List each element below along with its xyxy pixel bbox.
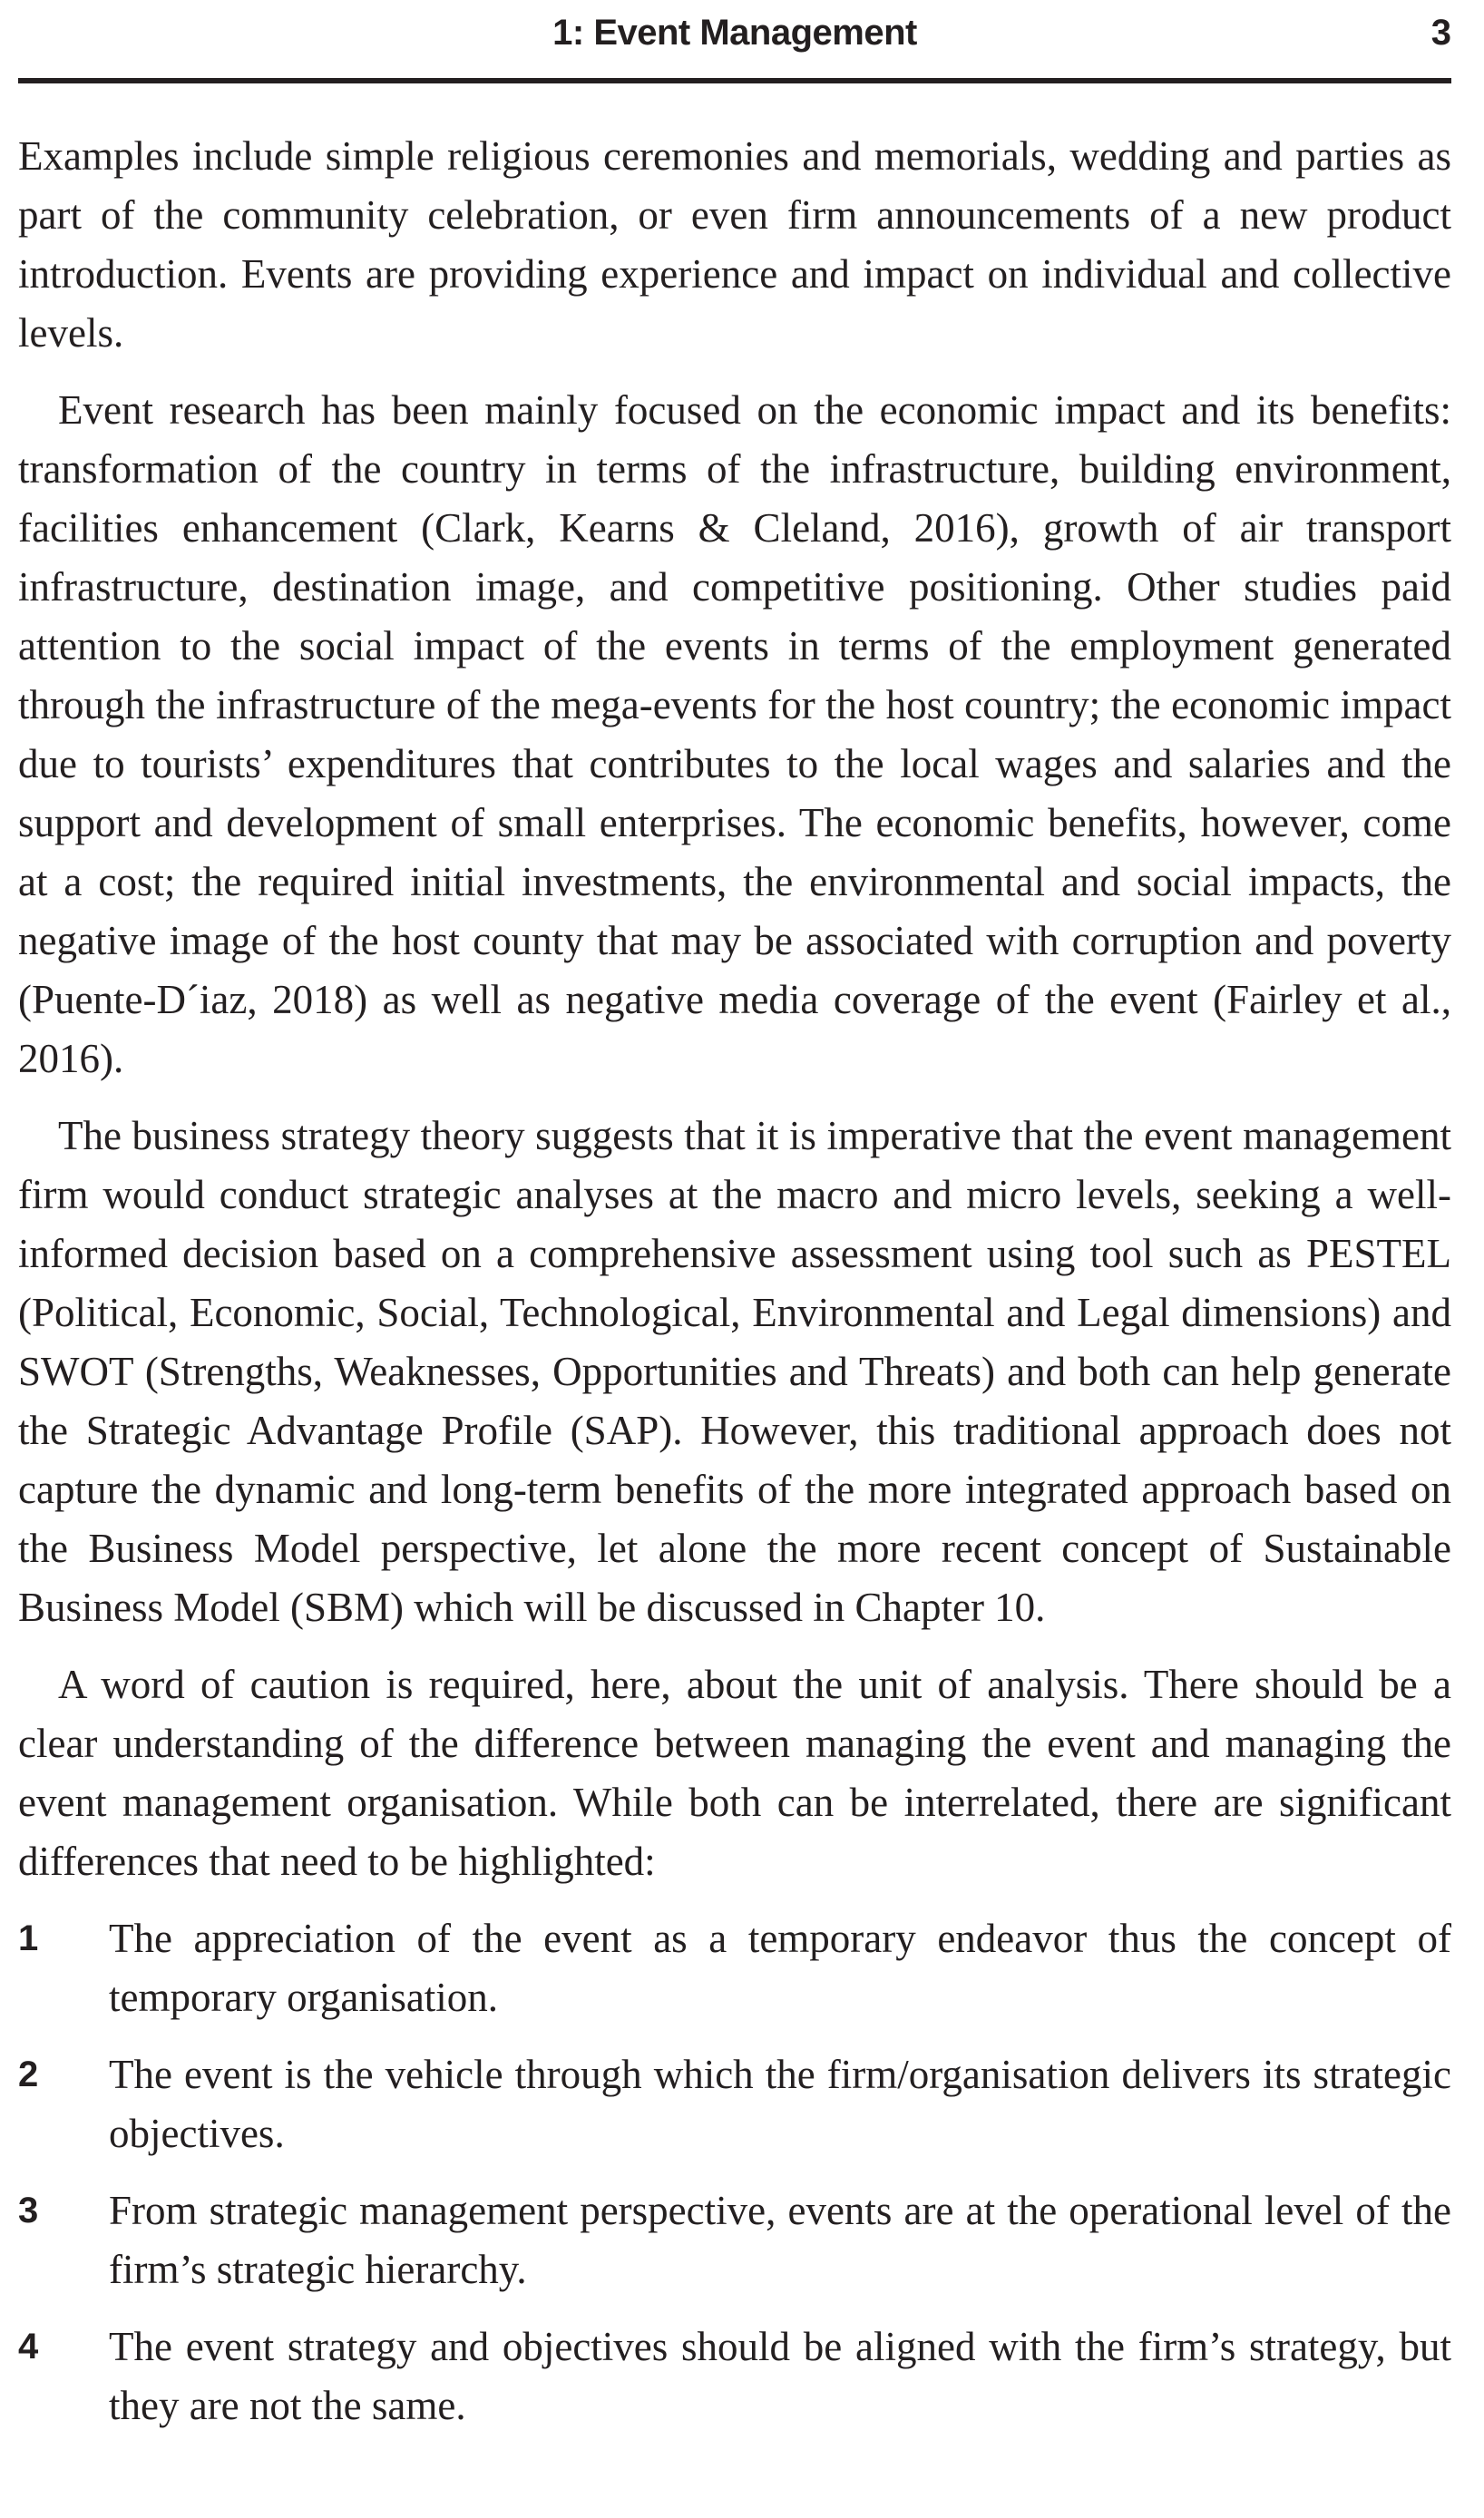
paragraph: Event research has been mainly focused on the economic impact and its benefits: transformation of the country in terms of the infrastructure, building environment, facilities enhancement (Clark, Kearns & Cleland, 2016), growth of air transport infrastructure, destination image, and competitive positioning. Other studies paid attention to the social impact of the events in terms of the employment generated through the infrastructure of the mega-events for the host country; the economic impact due to tourists’ expenditures that contributes to the local wages and salaries and the support and development of small enterprises. The economic benefits, however, come at a cost; the required initial investments, the environmental and social impacts, the negative image of the host county that may be associated with corruption and poverty (Puente-D´iaz, 2018) as well as negative media coverage of the event (Fairley et al., 2016).	[18, 387, 1451, 1081]
page-header	[18, 0, 1451, 83]
numbered-list	[18, 1909, 1451, 2435]
paragraph: A word of caution is required, here, about the unit of analysis. There should be a clear understanding of the difference between managing the event and managing the event management organisation. While both can be interrelated, there are significant differences that need to be highlighted:	[18, 1662, 1451, 1884]
list-item	[18, 2045, 1451, 2163]
list-number: 4	[18, 2327, 39, 2367]
list-item	[18, 2181, 1451, 2299]
list-item	[18, 1909, 1451, 2027]
list-number: 1	[18, 1918, 39, 1958]
page-body	[18, 127, 1451, 2454]
running-title: 1: Event Management	[552, 13, 917, 53]
list-text: The event strategy and objectives should be aligned with the firm’s strategy, but they are not the same.	[109, 2324, 1451, 2428]
list-text: The appreciation of the event as a temporary endeavor thus the concept of temporary organisation.	[109, 1916, 1451, 2020]
paragraph: Examples include simple religious ceremonies and memorials, wedding and parties as part of the community celebration, or even firm announcements of a new product introduction. Events are providing experience and impact on individual and collective levels.	[18, 133, 1451, 356]
paragraph: The business strategy theory suggests that it is imperative that the event management firm would conduct strategic analyses at the macro and micro levels, seeking a well-informed decision based on a comprehensive assessment using tool such as PESTEL (Political, Economic, Social, Technological, Environmental and Legal dimensions) and SWOT (Strengths, Weaknesses, Opportunities and Threats) and both can help generate the Strategic Advantage Profile (SAP). However, this traditional approach does not capture the dynamic and long-term benefits of the more integrated approach based on the Business Model perspective, let alone the more recent concept of Sustainable Business Model (SBM) which will be discussed in Chapter 10.	[18, 1113, 1451, 1630]
page-number: 3	[1430, 13, 1451, 53]
list-number: 3	[18, 2191, 39, 2230]
list-text: The event is the vehicle through which the firm/organisation delivers its strategic objectives.	[109, 2052, 1451, 2156]
list-text: From strategic management perspective, events are at the operational level of the firm’s strategic hierarchy.	[109, 2188, 1451, 2292]
list-number: 2	[18, 2054, 39, 2094]
list-item	[18, 2318, 1451, 2435]
header-rule	[18, 78, 1451, 83]
